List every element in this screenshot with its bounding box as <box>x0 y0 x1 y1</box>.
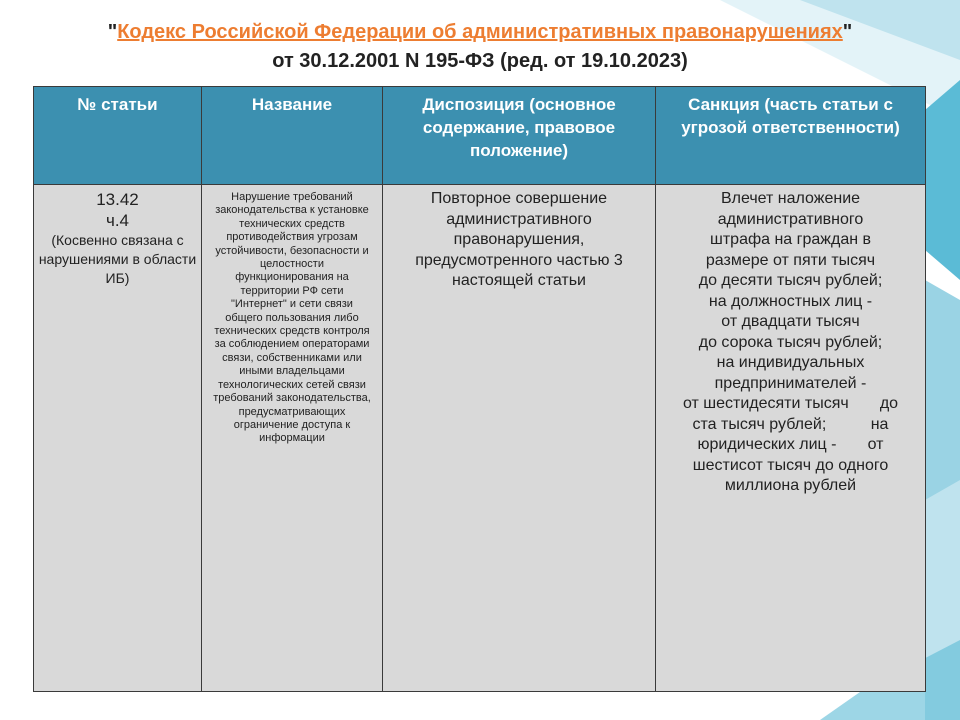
header-name: Название <box>202 87 383 185</box>
sanction-line: административного <box>717 210 864 228</box>
sanction-line: шестисот тысяч до одного <box>692 456 889 474</box>
sanction-text <box>664 189 917 497</box>
cell-disposition: Повторное совершение административного правонарушения, предусмотренного частью 3 настоящей статьи <box>383 185 656 692</box>
legal-table <box>33 86 926 692</box>
sanction-line: размере от пяти тысяч <box>705 251 876 269</box>
title-quote-open: " <box>107 21 118 43</box>
sanction-line: предпринимателей - <box>714 374 867 392</box>
title-subtitle: от 30.12.2001 N 195-ФЗ (ред. от 19.10.2023) <box>272 50 688 72</box>
article-number: 13.42 <box>96 190 139 209</box>
sanction-line: на индивидуальных <box>716 354 865 371</box>
cell-sanction <box>656 185 926 692</box>
title-quote-close: " <box>842 21 853 43</box>
cell-article <box>34 185 202 692</box>
sanction-line: на должностных лиц - <box>708 292 873 310</box>
cell-name: Нарушение требований законодательства к установке технических средств противодействия угрозам устойчивости, безопасности и целостности функционирования на территории РФ сети "Интернет" и сети связи общего пользования либо технических средств контроля за соблюдением операторами связи, собственниками или иными владельцами технологических сетей связи требований законодательства, предусматривающих ограничение доступа к информации <box>202 185 383 692</box>
sanction-line: Влечет наложение <box>720 190 861 207</box>
page-title <box>0 18 960 76</box>
sanction-line: от двадцати тысяч <box>721 313 860 330</box>
header-disposition: Диспозиция (основное содержание, правовое положение) <box>383 87 656 185</box>
sanction-line: штрафа на граждан в <box>710 231 871 248</box>
article-note: (Косвенно связана с нарушениями в области ИБ) <box>38 232 197 286</box>
sanction-line: от шестидесяти тысяч до <box>682 395 899 412</box>
article-part: ч.4 <box>105 211 130 230</box>
sanction-line: юридических лиц - от <box>697 436 884 453</box>
header-sanction: Санкция (часть статьи с угрозой ответственности) <box>656 87 926 185</box>
table-row <box>34 185 926 692</box>
sanction-line: миллиона рублей <box>724 477 857 494</box>
sanction-line: до десяти тысяч рублей; <box>698 272 883 289</box>
codex-link[interactable]: Кодекс Российской Федерации об административных правонарушениях <box>117 21 843 43</box>
sanction-line: ста тысяч рублей; на <box>692 415 889 433</box>
deco-shape-3 <box>925 80 960 280</box>
sanction-line: до сорока тысяч рублей; <box>698 333 883 351</box>
table-header-row <box>34 87 926 185</box>
title-line <box>0 18 960 46</box>
header-article: № статьи <box>34 87 202 185</box>
